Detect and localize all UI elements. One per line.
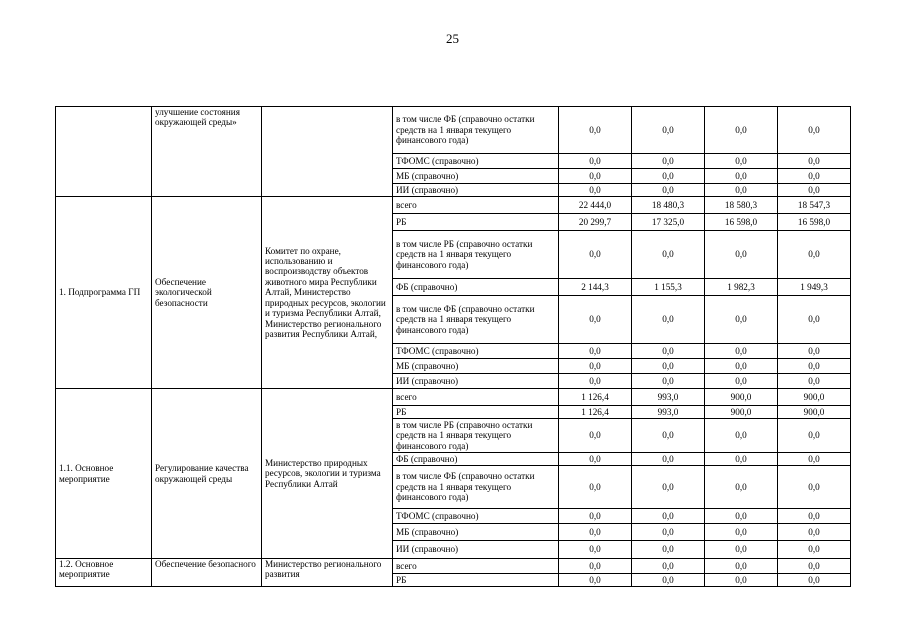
amount-cell: 1 949,3 — [778, 279, 851, 296]
section-executor-cell: Комитет по охране, использованию и воспроизводству объектов животного мира Республики Алтай, Министерство природных ресурсов, экологии и туризма Республики Алтай, Министерство регионального развития Республики Алтай, — [262, 197, 393, 389]
funding-source-cell: РБ — [393, 406, 559, 419]
amount-cell: 18 580,3 — [705, 197, 778, 214]
amount-cell: 18 547,3 — [778, 197, 851, 214]
funding-source-cell: МБ (справочно) — [393, 524, 559, 541]
funding-source-cell: всего — [393, 559, 559, 574]
amount-cell: 0,0 — [705, 524, 778, 541]
amount-cell: 0,0 — [705, 453, 778, 466]
funding-source-cell: ИИ (справочно) — [393, 374, 559, 389]
amount-cell: 0,0 — [705, 231, 778, 279]
amount-cell: 0,0 — [705, 419, 778, 453]
amount-cell: 0,0 — [705, 559, 778, 574]
amount-cell: 0,0 — [559, 184, 632, 197]
amount-cell: 0,0 — [559, 541, 632, 559]
amount-cell: 0,0 — [559, 574, 632, 587]
amount-cell: 22 444,0 — [559, 197, 632, 214]
amount-cell: 0,0 — [778, 184, 851, 197]
amount-cell: 16 598,0 — [778, 214, 851, 231]
amount-cell: 0,0 — [778, 419, 851, 453]
amount-cell: 0,0 — [559, 169, 632, 184]
section-program-cell: 1. Подпрограмма ГП — [56, 197, 152, 389]
funding-source-cell: ИИ (справочно) — [393, 184, 559, 197]
amount-cell: 0,0 — [632, 453, 705, 466]
amount-cell: 0,0 — [705, 541, 778, 559]
section-program-cell: 1.1. Основное мероприятие — [56, 389, 152, 559]
amount-cell: 0,0 — [705, 154, 778, 169]
amount-cell: 0,0 — [778, 453, 851, 466]
section-executor-cell — [262, 107, 393, 197]
funding-source-cell: ТФОМС (справочно) — [393, 509, 559, 524]
amount-cell: 1 155,3 — [632, 279, 705, 296]
section-goal-cell: Обеспечение безопасного — [152, 559, 262, 587]
funding-source-cell: в том числе РБ (справочно остатки средств на 1 января текущего финансового года) — [393, 231, 559, 279]
amount-cell: 0,0 — [559, 466, 632, 509]
section-program-cell: 1.2. Основное мероприятие — [56, 559, 152, 587]
amount-cell: 20 299,7 — [559, 214, 632, 231]
amount-cell: 1 982,3 — [705, 279, 778, 296]
amount-cell: 0,0 — [632, 359, 705, 374]
amount-cell: 0,0 — [632, 169, 705, 184]
amount-cell: 0,0 — [632, 574, 705, 587]
amount-cell: 0,0 — [778, 559, 851, 574]
amount-cell: 0,0 — [705, 359, 778, 374]
amount-cell: 0,0 — [778, 374, 851, 389]
amount-cell: 0,0 — [632, 107, 705, 154]
amount-cell: 0,0 — [632, 541, 705, 559]
amount-cell: 0,0 — [632, 154, 705, 169]
funding-table — [55, 106, 851, 587]
funding-source-cell: в том числе ФБ (справочно остатки средств на 1 января текущего финансового года) — [393, 466, 559, 509]
amount-cell: 0,0 — [559, 374, 632, 389]
section-executor-cell: Министерство регионального развития — [262, 559, 393, 587]
amount-cell: 18 480,3 — [632, 197, 705, 214]
funding-source-cell: в том числе ФБ (справочно остатки средств на 1 января текущего финансового года) — [393, 296, 559, 344]
amount-cell: 2 144,3 — [559, 279, 632, 296]
amount-cell: 0,0 — [778, 466, 851, 509]
amount-cell: 0,0 — [632, 231, 705, 279]
amount-cell: 0,0 — [705, 374, 778, 389]
funding-source-cell: в том числе ФБ (справочно остатки средств на 1 января текущего финансового года) — [393, 107, 559, 154]
amount-cell: 0,0 — [778, 169, 851, 184]
section-goal-cell: улучшение состояния окружающей среды» — [152, 107, 262, 197]
amount-cell: 0,0 — [632, 374, 705, 389]
amount-cell: 0,0 — [559, 509, 632, 524]
amount-cell: 1 126,4 — [559, 406, 632, 419]
amount-cell: 0,0 — [559, 231, 632, 279]
amount-cell: 993,0 — [632, 406, 705, 419]
amount-cell: 16 598,0 — [705, 214, 778, 231]
amount-cell: 0,0 — [559, 344, 632, 359]
amount-cell: 0,0 — [778, 574, 851, 587]
amount-cell: 0,0 — [705, 184, 778, 197]
table-row — [56, 197, 851, 214]
amount-cell: 0,0 — [632, 509, 705, 524]
amount-cell: 993,0 — [632, 389, 705, 406]
amount-cell: 0,0 — [705, 107, 778, 154]
funding-source-cell: ИИ (справочно) — [393, 541, 559, 559]
amount-cell: 0,0 — [778, 296, 851, 344]
funding-source-cell: ФБ (справочно) — [393, 279, 559, 296]
table-row — [56, 107, 851, 154]
funding-source-cell: всего — [393, 389, 559, 406]
funding-source-cell: ФБ (справочно) — [393, 453, 559, 466]
funding-source-cell: РБ — [393, 574, 559, 587]
amount-cell: 0,0 — [632, 466, 705, 509]
amount-cell: 0,0 — [705, 344, 778, 359]
section-executor-cell: Министерство природных ресурсов, экологии и туризма Республики Алтай — [262, 389, 393, 559]
amount-cell: 0,0 — [632, 184, 705, 197]
table-row — [56, 559, 851, 574]
amount-cell: 0,0 — [559, 524, 632, 541]
amount-cell: 0,0 — [559, 359, 632, 374]
amount-cell: 0,0 — [559, 453, 632, 466]
page-number: 25 — [446, 31, 459, 46]
section-goal-cell: Обеспечение экологической безопасности — [152, 197, 262, 389]
amount-cell: 0,0 — [559, 419, 632, 453]
amount-cell: 0,0 — [778, 541, 851, 559]
amount-cell: 0,0 — [778, 154, 851, 169]
amount-cell: 900,0 — [778, 389, 851, 406]
amount-cell: 0,0 — [778, 107, 851, 154]
amount-cell: 0,0 — [778, 359, 851, 374]
funding-source-cell: МБ (справочно) — [393, 359, 559, 374]
funding-source-cell: МБ (справочно) — [393, 169, 559, 184]
funding-source-cell: РБ — [393, 214, 559, 231]
funding-source-cell: в том числе РБ (справочно остатки средств на 1 января текущего финансового года) — [393, 419, 559, 453]
amount-cell: 0,0 — [559, 559, 632, 574]
amount-cell: 0,0 — [778, 344, 851, 359]
amount-cell: 0,0 — [705, 574, 778, 587]
amount-cell: 0,0 — [559, 107, 632, 154]
amount-cell: 0,0 — [705, 169, 778, 184]
amount-cell: 0,0 — [632, 419, 705, 453]
funding-source-cell: ТФОМС (справочно) — [393, 154, 559, 169]
section-program-cell — [56, 107, 152, 197]
amount-cell: 0,0 — [632, 296, 705, 344]
amount-cell: 0,0 — [632, 344, 705, 359]
funding-source-cell: ТФОМС (справочно) — [393, 344, 559, 359]
amount-cell: 0,0 — [778, 231, 851, 279]
amount-cell: 0,0 — [705, 296, 778, 344]
amount-cell: 17 325,0 — [632, 214, 705, 231]
amount-cell: 0,0 — [559, 296, 632, 344]
amount-cell: 1 126,4 — [559, 389, 632, 406]
amount-cell: 0,0 — [559, 154, 632, 169]
amount-cell: 0,0 — [705, 466, 778, 509]
amount-cell: 0,0 — [705, 509, 778, 524]
amount-cell: 0,0 — [778, 524, 851, 541]
amount-cell: 0,0 — [778, 509, 851, 524]
amount-cell: 900,0 — [705, 406, 778, 419]
table-row — [56, 389, 851, 406]
section-goal-cell: Регулирование качества окружающей среды — [152, 389, 262, 559]
amount-cell: 900,0 — [778, 406, 851, 419]
amount-cell: 900,0 — [705, 389, 778, 406]
amount-cell: 0,0 — [632, 559, 705, 574]
funding-table-body — [56, 107, 851, 587]
amount-cell: 0,0 — [632, 524, 705, 541]
funding-source-cell: всего — [393, 197, 559, 214]
